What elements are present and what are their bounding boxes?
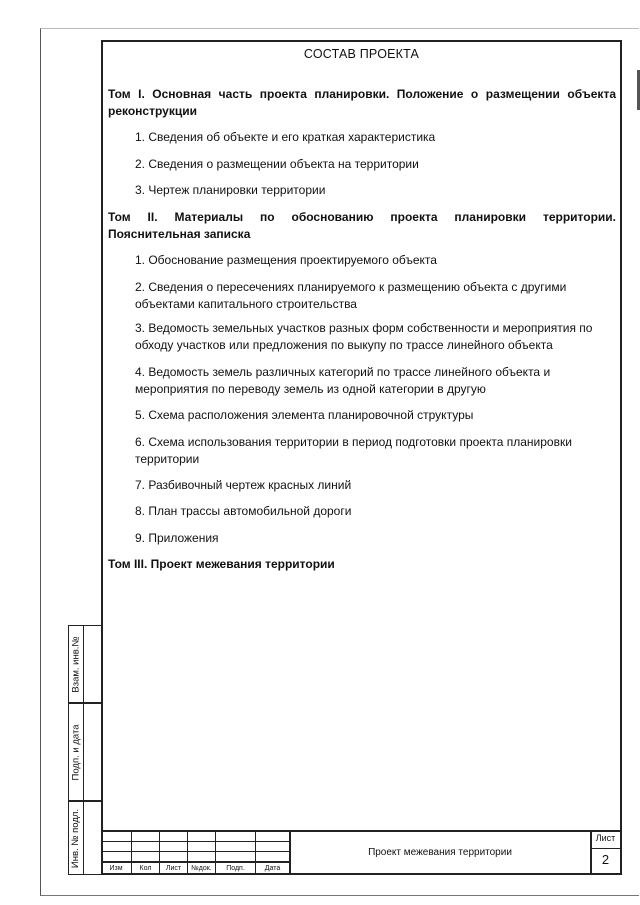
title-block-sheet-number: 2: [601, 852, 610, 867]
title-block-col-list: Лист: [165, 865, 182, 872]
volume-2-item: 7. Разбивочный чертеж красных линий: [135, 478, 352, 492]
volume-2-item: 2. Сведения о пересечениях планируемого к размещению объекта с другими объектами капитального строительства: [135, 280, 567, 311]
volume-2-item: 3. Ведомость земельных участков разных форм собственности и мероприятия по обходу участков или предложения по выкупу по трассе линейного объекта: [135, 321, 593, 352]
side-stamp-podp-data: [68, 703, 101, 801]
title-block-rule: [590, 848, 620, 849]
side-stamp-label: Взам. инв.№: [70, 635, 82, 693]
volume-2-item: 8. План трассы автомобильной дороги: [135, 504, 352, 518]
volume-2-item: 9. Приложения: [135, 531, 219, 545]
volume-2-item: 4. Ведомость земель различных категорий по трассе линейного объекта и мероприятия по переводу земель из одной категории в другую: [135, 365, 551, 396]
side-stamp-label-cell: [69, 802, 84, 874]
side-stamp-label-cell: [69, 704, 84, 800]
side-stamp-inv-podl: [68, 801, 101, 875]
title-block-col-ndok: №док.: [191, 865, 212, 872]
volume-1-heading: Том I. Основная часть проекта планировки. Положение о размещении объекта реконструкции: [108, 87, 616, 118]
title-block-sheet-label: Лист: [595, 833, 616, 843]
title-block-col-podp: Подп.: [226, 865, 245, 872]
volume-1-item: 1. Сведения об объекте и его краткая характеристика: [135, 130, 436, 144]
side-stamp-label-cell: [69, 626, 84, 702]
volume-2-item: 1. Обоснование размещения проектируемого объекта: [135, 253, 437, 267]
volume-2-item: 5. Схема расположения элемента планировочной структуры: [135, 408, 474, 422]
title-block-rule: [101, 841, 289, 842]
title-block-project-name: Проект межевания территории: [368, 847, 512, 858]
volume-1-item: 2. Сведения о размещении объекта на территории: [135, 157, 419, 171]
title-block-col-data: Дата: [264, 865, 281, 872]
title-block-rule: [101, 851, 289, 852]
side-stamp-label: Подп. и дата: [70, 724, 82, 780]
volume-3-heading: Том III. Проект межевания территории: [108, 557, 335, 571]
volume-1-item: 3. Чертеж планировки территории: [135, 183, 326, 197]
side-stamp-vzam-inv: [68, 625, 101, 703]
volume-2-item: 6. Схема использования территории в период подготовки проекта планировки территории: [135, 435, 572, 466]
volume-2-heading: Том II. Материалы по обоснованию проекта планировки территории. Пояснительная записка: [108, 210, 616, 241]
title-block-col-kol: Кол: [139, 865, 152, 872]
title-block-col-izm: Изм: [109, 865, 123, 872]
side-stamp-label: Инв. № подл.: [70, 808, 82, 868]
document-title: СОСТАВ ПРОЕКТА: [303, 47, 420, 61]
